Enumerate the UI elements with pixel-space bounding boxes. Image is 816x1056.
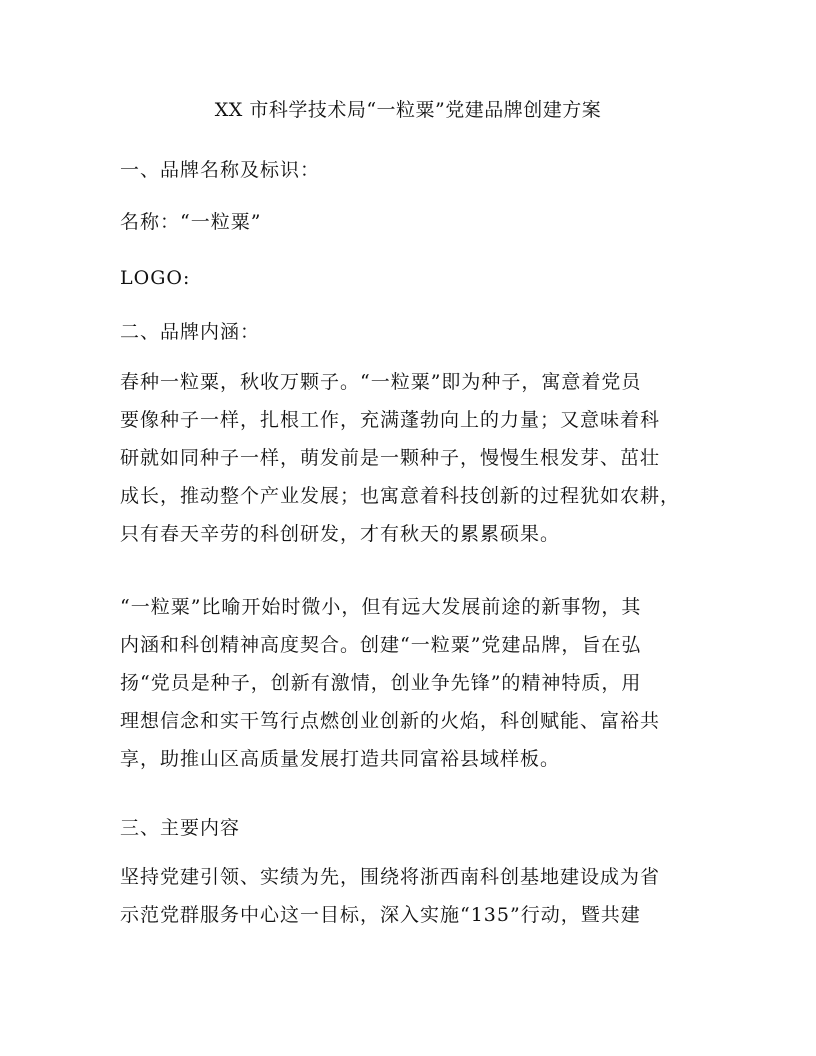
section-2-heading: 二、品牌内涵：: [120, 321, 261, 343]
section-1-heading: 一、品牌名称及标识：: [120, 159, 321, 181]
paragraph-line: 成长，推动整个产业发展；也寓意着科技创新的过程犹如农耕，: [120, 485, 681, 507]
paragraph-line: 理想信念和实干笃行点燃创业创新的火焰，科创赋能、富裕共: [120, 710, 661, 732]
brand-name-line: 名称：“一粒粟”: [120, 211, 262, 233]
paragraph-line: 内涵和科创精神高度契合。创建“一粒粟”党建品牌，旨在弘: [120, 634, 642, 656]
paragraph-line: 坚持党建引领、实绩为先，围绕将浙西南科创基地建设成为省: [120, 866, 661, 888]
paragraph-line: 要像种子一样，扎根工作，充满蓬勃向上的力量；又意味着科: [120, 409, 661, 431]
paragraph-line: 研就如同种子一样，萌发前是一颗种子，慢慢生根发芽、茁壮: [120, 447, 661, 469]
section-3-heading: 三、主要内容: [120, 817, 241, 839]
paragraph-line: 享，助推山区高质量发展打造共同富裕县域样板。: [120, 748, 561, 770]
paragraph-line: 示范党群服务中心这一目标，深入实施“135”行动，暨共建: [120, 904, 641, 926]
paragraph-main-content: [120, 858, 700, 934]
paragraph-brand-meaning-2: [120, 588, 700, 778]
logo-line: LOGO:: [120, 267, 191, 289]
paragraph-line: 春种一粒粟，秋收万颗子。“一粒粟”即为种子，寓意着党员: [120, 371, 642, 393]
paragraph-brand-meaning-1: [120, 363, 700, 553]
paragraph-line: “一粒粟”比喻开始时微小，但有远大发展前途的新事物，其: [120, 596, 642, 618]
document-title: XX 市科学技术局“一粒粟”党建品牌创建方案: [214, 99, 602, 121]
paragraph-line: 只有春天辛劳的科创研发，才有秋天的累累硕果。: [120, 523, 561, 545]
paragraph-line: 扬“党员是种子，创新有激情，创业争先锋”的精神特质，用: [120, 672, 642, 694]
